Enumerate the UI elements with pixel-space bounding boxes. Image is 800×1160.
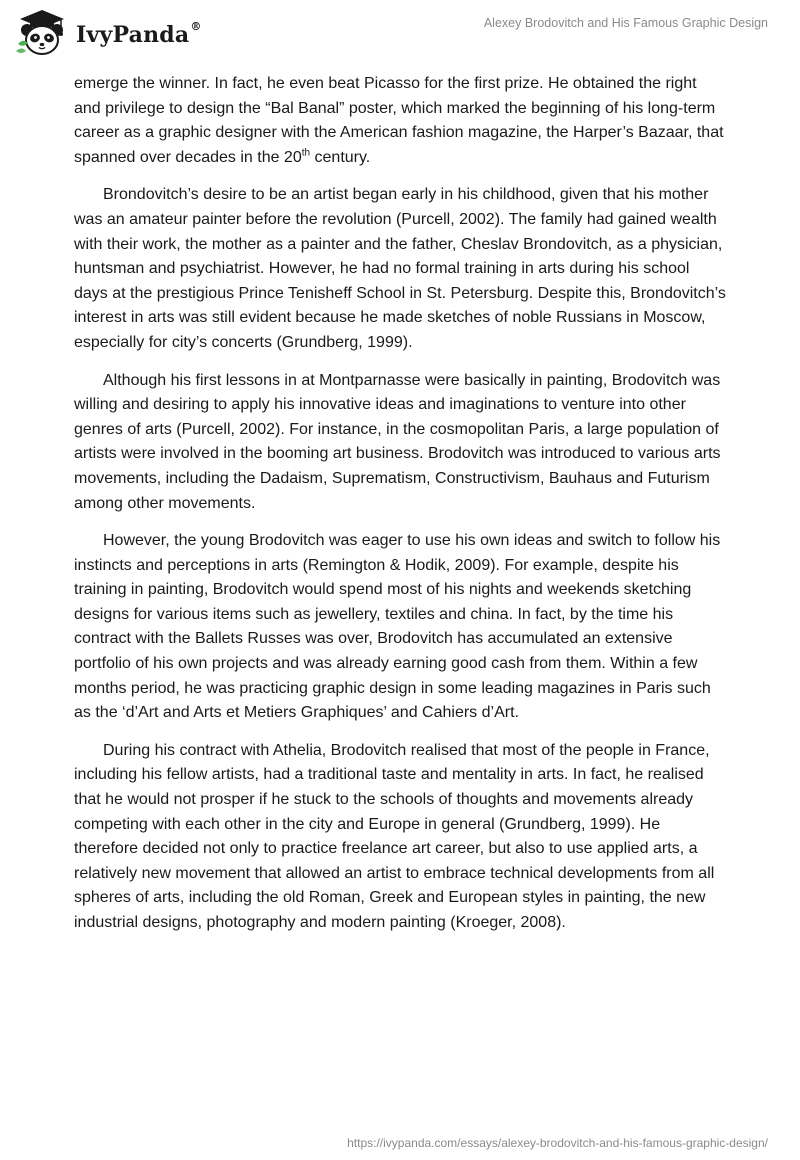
paragraph	[74, 72, 726, 170]
paragraph: However, the young Brodovitch was eager to use his own ideas and switch to follow his instincts and perceptions in arts (Remington & Hodik, 2009). For example, despite his training in painting, Brodovitch would spend most of his nights and weekends sketching designs for various items such as jewellery, textiles and china. In fact, by the time his contract with the Ballets Russes was over, Brodovitch has accumulated an extensive portfolio of his own projects and was already earning good cash from them. Within a few months period, he was practicing graphic design in some leading magazines in Paris such as the ‘d’Art and Arts et Metiers Graphiques’ and Cahiers d’Art.	[74, 532, 721, 722]
paragraph: During his contract with Athelia, Brodovitch realised that most of the people in France, including his fellow artists, had a traditional taste and mentality in arts. In fact, he realised that he would not prosper if he stuck to the schools of thoughts and movements already competing with each other in the city and Europe in general (Grundberg, 1999). He therefore decided not only to practice freelance art career, but also to use applied arts, a relatively new movement that allowed an artist to embrace technical developments from all spheres of arts, including the old Roman, Greek and European styles in painting, the new industrial designs, photography and modern painting (Kroeger, 2008).	[74, 741, 715, 931]
source-url-link[interactable]: https://ivypanda.com/essays/alexey-brodovitch-and-his-famous-graphic-design/	[347, 1136, 768, 1150]
running-title: Alexey Brodovitch and His Famous Graphic Design	[483, 16, 768, 30]
registered-mark: ®	[190, 20, 202, 33]
logo-link[interactable]	[14, 8, 202, 58]
logo-text: IvyPanda	[76, 22, 190, 48]
page-header	[0, 0, 800, 68]
panda-graduate-icon	[14, 8, 70, 58]
essay-body	[74, 72, 726, 949]
paragraph-text: emerge the winner. In fact, he even beat Picasso for the first prize. He obtained the right and privilege to design the “Bal Banal” poster, which marked the beginning of his long-term career as a graphic designer with the American fashion magazine, the Harper’s Bazaar, that spanned over decades in the 20	[74, 75, 724, 166]
paragraph: Although his first lessons in at Montparnasse were basically in painting, Brodovitch was willing and desiring to apply his innovative ideas and imaginations to venture into other genres of arts (Purcell, 2002). For instance, in the cosmopolitan Paris, a large population of artists were involved in the booming art business. Brodovitch was introduced to various arts movements, including the Dadaism, Suprematism, Constructivism, Bauhaus and Futurism among other movements.	[74, 371, 721, 512]
paragraph: Brondovitch’s desire to be an artist began early in his childhood, given that his mother was an amateur painter before the revolution (Purcell, 2002). The family had gained wealth with their work, the mother as a painter and the father, Cheslav Brondovitch, as a physician, huntsman and psychiatrist. However, he had no formal training in arts during his school days at the prestigious Prince Tenisheff School in St. Petersburg. Despite this, Brondovitch’s interest in arts was still evident because he made sketches of noble Russians in Moscow, especially for city’s concerts (Grundberg, 1999).	[74, 186, 726, 351]
logo-wordmark	[76, 22, 202, 48]
paragraph-text: century.	[310, 148, 371, 166]
ordinal-suffix: th	[301, 147, 311, 159]
